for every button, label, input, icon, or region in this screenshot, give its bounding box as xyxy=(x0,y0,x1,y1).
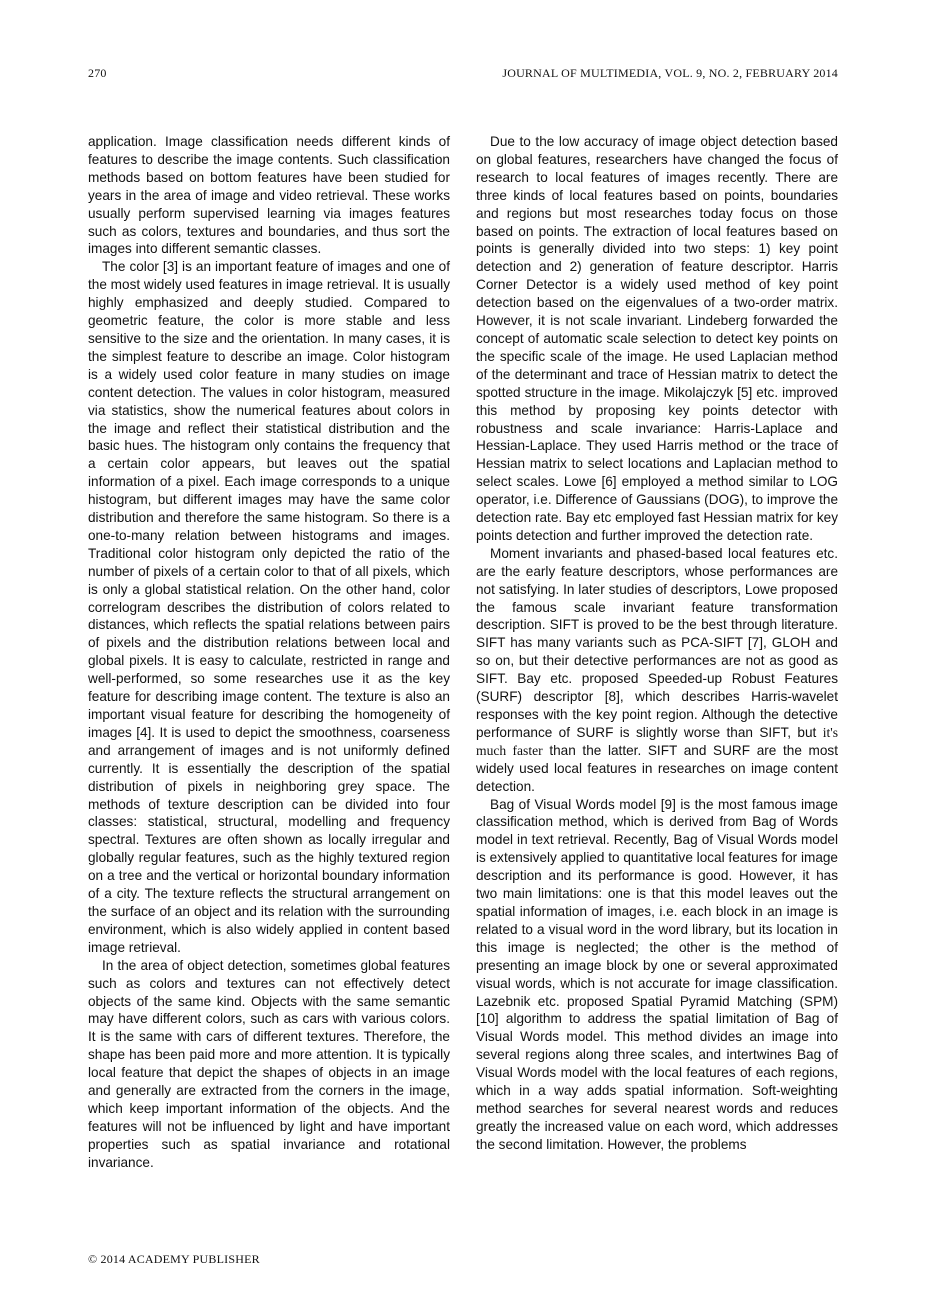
paragraph: In the area of object detection, sometimes global features such as colors and textures can not effectively detect objects of the same kind. Objects with the same semantic may have different colors, such as cars with various colors. It is the same with cars of different textures. Therefore, the shape has been paid more and more attention. It is typically local feature that depict the shapes of objects in an image and generally are extracted from the corners in the image, which keep important information of the objects. And the features will not be influenced by light and have important properties such as spatial invariance and rotational invariance. xyxy=(88,957,450,1170)
paragraph xyxy=(476,545,838,796)
left-column xyxy=(88,133,450,1172)
paragraph: Due to the low accuracy of image object detection based on global features, researchers have changed the focus of research to local features of images recently. There are three kinds of local features based on points, boundaries and regions but most researches today focus on those based on points. The extraction of local features based on points is generally divided into two steps: 1) key point detection and 2) generation of feature descriptor. Harris Corner Detector is a widely used method of key point detection based on the eigenvalues of a two-order matrix. However, it is not scale invariant. Lindeberg forwarded the concept of automatic scale selection to detect key points on the specific scale of the image. He used Laplacian method of the determinant and trace of Hessian matrix to detect the spotted structure in the image. Mikolajczyk [5] etc. improved this method by proposing key points detector with robustness and scale invariance: Harris-Laplace and Hessian-Laplace. They used Harris method or the trace of Hessian matrix to select locations and Laplacian method to select scales. Lowe [6] employed a method similar to LOG operator, i.e. Difference of Gaussians (DOG), to improve the detection rate. Bay etc employed fast Hessian matrix for key points detection and further improved the detection rate. xyxy=(476,134,838,543)
journal-title: JOURNAL OF MULTIMEDIA, VOL. 9, NO. 2, FEBRUARY 2014 xyxy=(502,66,838,80)
paragraph: application. Image classification needs different kinds of features to describe the image contents. Such classification methods based on bottom features have been studied for years in the area of image and video retrieval. These works usually perform supervised learning via images features such as colors, textures and boundaries, and thus sort the images into different semantic classes. xyxy=(88,134,450,257)
paragraph-text-serif: it's much faster xyxy=(476,724,838,758)
paragraph-text: Moment invariants and phased-based local features etc. are the early feature descriptors, whose performances are not satisfying. In later studies of descriptors, Lowe proposed the famous scale invariant feature transformation description. SIFT is proved to be the best through literature. SIFT has many variants such as PCA-SIFT [7], GLOH and so on, but their detective performances are not as good as SIFT. Bay etc. proposed Speeded-up Robust Features (SURF) descriptor [8], which describes Harris-wavelet responses with the key point region. Although the detective performance of SURF is slightly worse than SIFT, but xyxy=(476,545,838,740)
paragraph: The color [3] is an important feature of images and one of the most widely used features in image retrieval. It is usually highly emphasized and deeply studied. Compared to geometric feature, the color is more stable and less sensitive to the size and the orientation. In many cases, it is the simplest feature to describe an image. Color histogram is a widely used color feature in many studies on image content detection. The values in color histogram, measured via statistics, show the numerical features about colors in the image and reflect their statistical distribution and the basic hues. The histogram only contains the frequency that a certain color appears, but leaves out the spatial information of a pixel. Each image corresponds to a unique histogram, but different images may have the same color distribution and therefore the same histogram. So there is a one-to-many relation between histograms and images. Traditional color histogram only depicted the ratio of the number of pixels of a certain color to that of all pixels, which is only a global statistical relation. On the other hand, color correlogram describes the distribution of colors related to distances, which reflects the spatial relations between pairs of pixels and the distribution relations between local and global pixels. It is easy to calculate, restricted in range and well-performed, so some researches use it as the key feature for describing image content. The texture is also an important visual feature for describing the homogeneity of images [4]. It is used to depict the smoothness, coarseness and arrangement of images and is not uniformly defined currently. It is essentially the description of the spatial distribution of pixels in neighboring grey space. The methods of texture description can be divided into four classes: statistical, structural, modelling and frequency spectral. Textures are often shown as locally irregular and globally regular features, such as the highly textured region on a tree and the vertical or horizontal boundary information of a city. The texture reflects the structural arrangement on the surface of an object and its relation with the surrounding environment, which is also widely applied in content based image retrieval. xyxy=(88,259,450,955)
copyright-footer: © 2014 ACADEMY PUBLISHER xyxy=(88,1252,260,1266)
page-number: 270 xyxy=(88,66,107,80)
running-header xyxy=(88,66,838,84)
paragraph: Bag of Visual Words model [9] is the most famous image classification method, which is derived from Bag of Words model in text retrieval. Recently, Bag of Visual Words model is extensively applied to quantitative local features for image description and its performance is good. However, it has two main limitations: one is that this model leaves out the spatial information of images, i.e. each block in an image is related to a visual word in the word library, but its location in this image is neglected; the other is the method of presenting an image block by one or several approximated visual words, which is not accurate for image classification. Lazebnik etc. proposed Spatial Pyramid Matching (SPM) [10] algorithm to address the spatial limitation of Bag of Visual Words model. This method divides an image into several regions along three scales, and intertwines Bag of Visual Words model with the local features of each regions, which in a way adds spatial information. Soft-weighting method searches for several nearest words and reduces greatly the increased value on each word, which addresses the second limitation. However, the problems xyxy=(476,796,838,1152)
paragraph-text: than the latter. SIFT and SURF are the most widely used local features in researches on image content detection. xyxy=(476,742,838,794)
right-column xyxy=(476,133,838,1154)
